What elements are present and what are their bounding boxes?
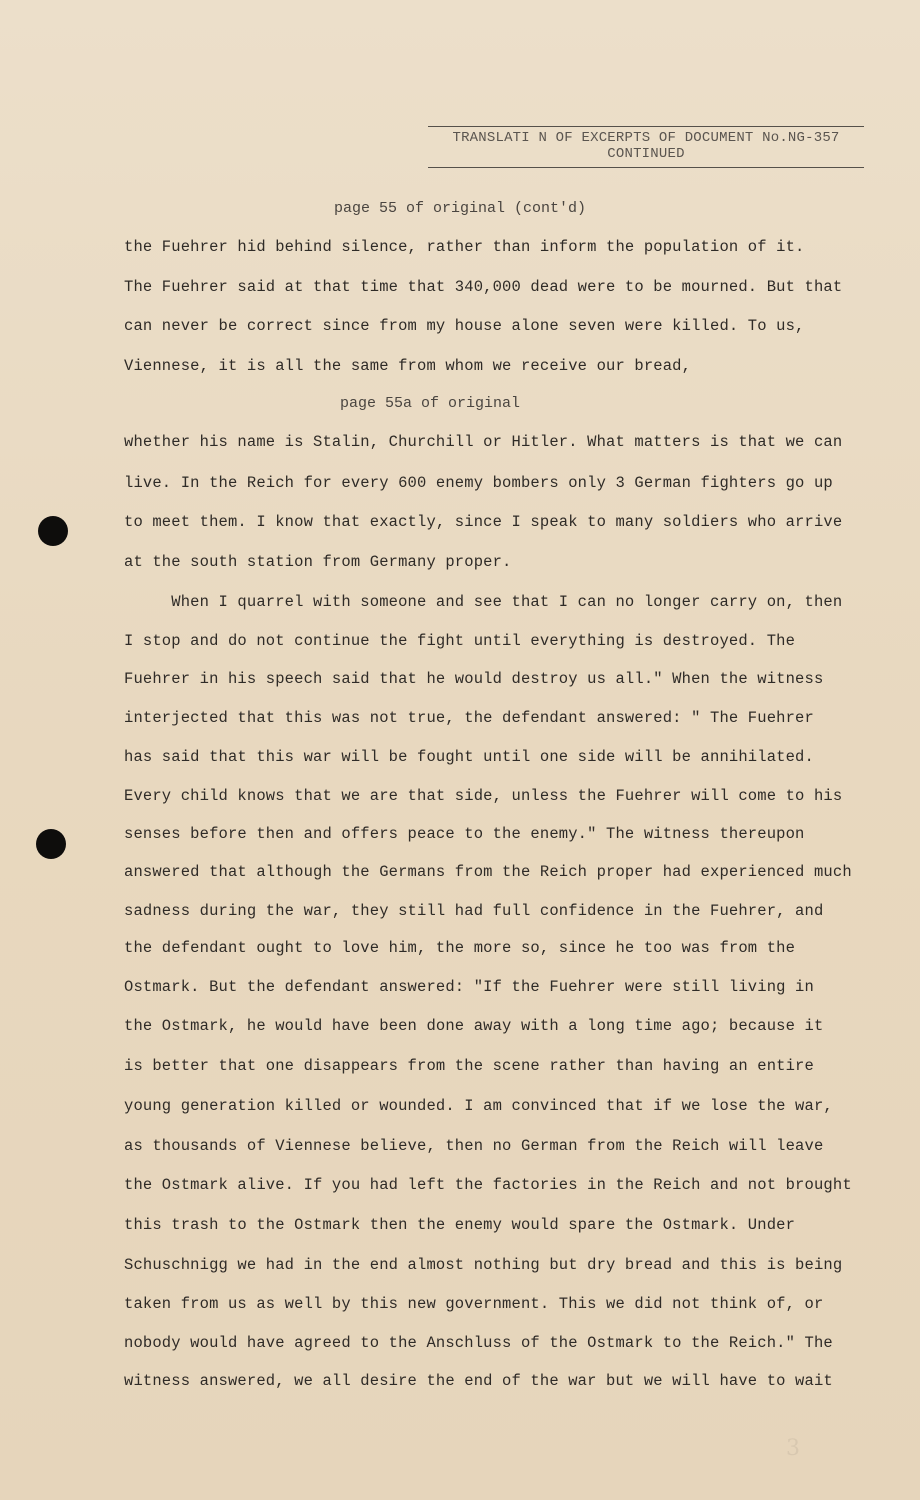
text-line: to meet them. I know that exactly, since I speak to many soldiers who arrive: [124, 513, 843, 531]
header-subtitle: CONTINUED: [607, 146, 685, 162]
text-line: has said that this war will be fought until one side will be annihilated.: [124, 748, 814, 766]
text-line: the defendant ought to love him, the more so, since he too was from the: [124, 939, 796, 957]
text-line: interjected that this was not true, the defendant answered: " The Fuehrer: [124, 709, 814, 727]
text-line: can never be correct since from my house alone seven were killed. To us,: [124, 317, 805, 335]
text-line: sadness during the war, they still had full confidence in the Fuehrer, and: [124, 902, 824, 920]
text-line: When I quarrel with someone and see that I can no longer carry on, then: [124, 593, 843, 611]
text-line: young generation killed or wounded. I am convinced that if we lose the war,: [124, 1097, 833, 1115]
text-line: the Ostmark, he would have been done away with a long time ago; because it: [124, 1017, 824, 1035]
page-number: 3: [786, 1436, 800, 1461]
text-line: live. In the Reich for every 600 enemy bombers only 3 German fighters go up: [124, 474, 833, 492]
document-header: [428, 126, 864, 168]
page-mark-55: page 55 of original (cont'd): [334, 200, 587, 217]
text-line: I stop and do not continue the fight until everything is destroyed. The: [124, 632, 796, 650]
text-line: Viennese, it is all the same from whom we receive our bread,: [124, 357, 692, 375]
text-line: whether his name is Stalin, Churchill or Hitler. What matters is that we can: [124, 433, 843, 451]
punch-hole: [36, 829, 66, 859]
text-line: senses before then and offers peace to the enemy." The witness thereupon: [124, 825, 805, 843]
text-line: at the south station from Germany proper.: [124, 553, 512, 571]
text-line: the Fuehrer hid behind silence, rather than inform the population of it.: [124, 238, 805, 256]
text-line: Every child knows that we are that side, unless the Fuehrer will come to his: [124, 787, 843, 805]
punch-hole: [38, 516, 68, 546]
page-mark-55a: page 55a of original: [340, 395, 521, 412]
text-line: witness answered, we all desire the end of the war but we will have to wait: [124, 1372, 833, 1390]
text-line: the Ostmark alive. If you had left the factories in the Reich and not brought: [124, 1176, 852, 1194]
text-line: as thousands of Viennese believe, then no German from the Reich will leave: [124, 1137, 824, 1155]
text-line: Schuschnigg we had in the end almost nothing but dry bread and this is being: [124, 1256, 843, 1274]
text-line: taken from us as well by this new government. This we did not think of, or: [124, 1295, 824, 1313]
text-line: Fuehrer in his speech said that he would destroy us all." When the witness: [124, 670, 824, 688]
text-line: is better that one disappears from the scene rather than having an entire: [124, 1057, 814, 1075]
text-line: this trash to the Ostmark then the enemy would spare the Ostmark. Under: [124, 1216, 796, 1234]
text-line: nobody would have agreed to the Anschluss of the Ostmark to the Reich." The: [124, 1334, 833, 1352]
text-line: The Fuehrer said at that time that 340,000 dead were to be mourned. But that: [124, 278, 843, 296]
header-title: TRANSLATI N OF EXCERPTS OF DOCUMENT No.NG-357: [452, 130, 840, 146]
text-line: answered that although the Germans from the Reich proper had experienced much: [124, 863, 852, 881]
text-line: Ostmark. But the defendant answered: "If the Fuehrer were still living in: [124, 978, 814, 996]
